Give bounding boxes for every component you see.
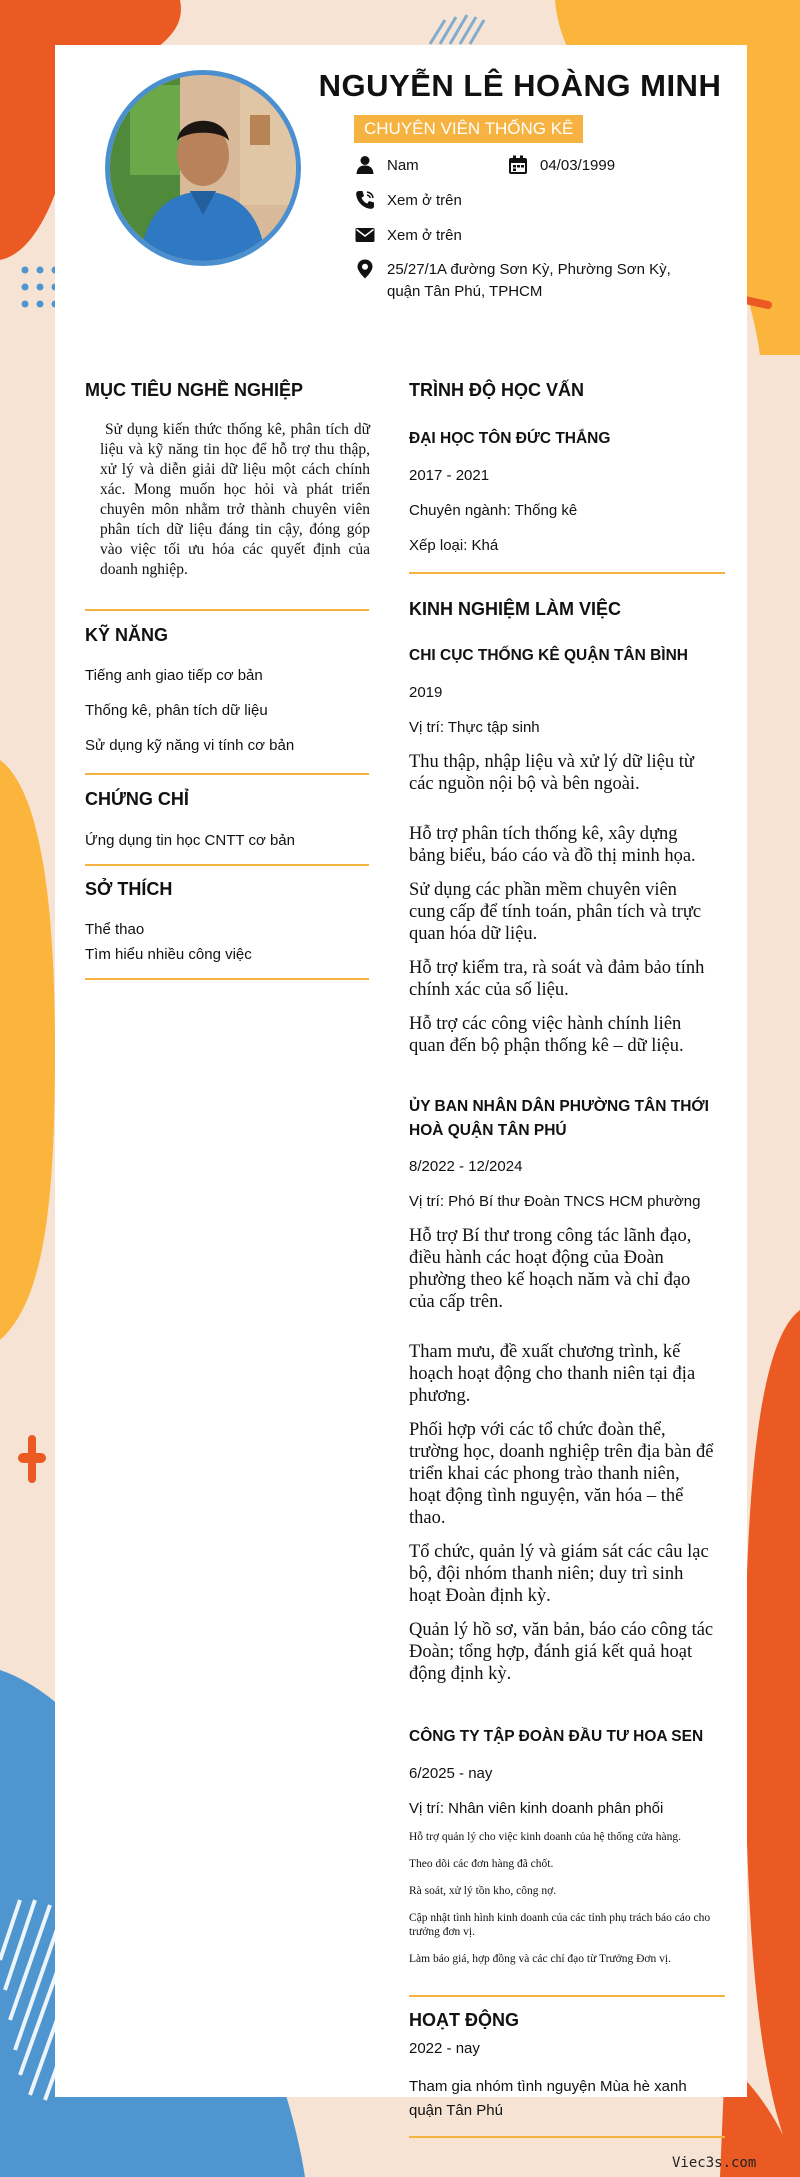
divider (85, 609, 369, 611)
candidate-name: NGUYỄN LÊ HOÀNG MINH (318, 68, 722, 103)
job-org: CÔNG TY TẬP ĐOÀN ĐẦU TƯ HOA SEN (409, 1728, 704, 1745)
skills-heading: KỸ NĂNG (85, 625, 169, 645)
gender-row (355, 155, 419, 177)
divider (85, 773, 369, 775)
job-duty: Phối hợp với các tổ chức đoàn thể, trường học, doanh nghiệp trên địa bàn để triển khai các phong trào thanh niên, hoạt động tình nguyện, văn hóa – thể thao. (409, 1420, 714, 1528)
job-org: CHI CỤC THỐNG KÊ QUẬN TÂN BÌNH (409, 647, 688, 664)
school-name: ĐẠI HỌC TÔN ĐỨC THẮNG (409, 430, 611, 447)
birthday-value: 04/03/1999 (540, 157, 616, 174)
yellow-blob-left (0, 760, 55, 1340)
job-position: Vị trí: Thực tập sinh (409, 719, 540, 736)
profile-photo (110, 75, 296, 261)
person-icon (355, 155, 375, 175)
gender-value: Nam (387, 157, 419, 174)
certificates-heading: CHỨNG CHỈ (85, 789, 189, 809)
experience-heading: KINH NGHIỆM LÀM VIỆC (409, 599, 622, 619)
job-duty: Quản lý hồ sơ, văn bản, báo cáo công tác Đoàn; tổng hợp, đánh giá kết quả hoạt động định kỳ. (409, 1620, 714, 1684)
email-value: Xem ở trên (387, 227, 462, 244)
job-duty: Hỗ trợ quản lý cho việc kinh doanh của hệ thống cửa hàng. (409, 1831, 681, 1843)
hobby-item: Thể thao (85, 921, 145, 938)
job-duty: Cập nhật tình hình kinh doanh của các tỉnh phụ trách báo cáo cho trưởng đơn vị. (409, 1912, 711, 1938)
phone-icon (355, 190, 375, 210)
job-title-badge: CHUYÊN VIÊN THỐNG KÊ (354, 115, 583, 143)
hobby-item: Tìm hiểu nhiều công việc (85, 946, 252, 963)
job-duty: Hỗ trợ phân tích thống kê, xây dựng bảng biểu, báo cáo và đồ thị minh họa. (409, 824, 696, 866)
certificate-item: Ứng dụng tin học CNTT cơ bản (85, 832, 295, 849)
job-duty: Làm báo giá, hợp đồng và các chỉ đạo từ Trưởng Đơn vị. (409, 1953, 671, 1965)
job-duty: Hỗ trợ kiểm tra, rà soát và đảm bảo tính chính xác của số liệu. (409, 958, 705, 1000)
job-duty: Hỗ trợ Bí thư trong công tác lãnh đạo, điều hành các hoạt động của Đoàn phường theo kế hoạch năm và chỉ đạo của cấp trên. (409, 1226, 692, 1312)
activity-period: 2022 - nay (409, 2040, 480, 2057)
email-row (355, 225, 462, 247)
job-duty: Sử dụng các phần mềm chuyên viên cung cấp để tính toán, phân tích và trực quan hóa dữ liệu. (409, 880, 702, 944)
job-duty: Hỗ trợ các công việc hành chính liên quan đến bộ phận thống kê – dữ liệu. (409, 1014, 684, 1056)
education-years: 2017 - 2021 (409, 467, 490, 484)
job-position: Vị trí: Nhân viên kinh doanh phân phối (409, 1800, 664, 1817)
phone-value: Xem ở trên (387, 192, 462, 209)
divider (85, 978, 369, 980)
location-pin-icon (355, 259, 375, 279)
job-duty: Rà soát, xử lý tồn kho, công nợ. (409, 1885, 557, 1897)
education-heading: TRÌNH ĐỘ HỌC VẤN (409, 380, 584, 400)
plus-icon-orange (18, 1435, 46, 1483)
activity-text: Tham gia nhóm tình nguyện Mùa hè xanh quận Tân Phú (409, 2078, 687, 2119)
envelope-icon (355, 225, 375, 245)
job-duty: Tổ chức, quản lý và giám sát các câu lạc bộ, đội nhóm thanh niên; duy trì sinh hoạt Đoàn định kỳ. (409, 1542, 709, 1606)
skill-item: Thống kê, phân tích dữ liệu (85, 702, 268, 719)
birthday-row (508, 155, 615, 177)
activities-heading: HOẠT ĐỘNG (409, 2010, 519, 2030)
job-period: 6/2025 - nay (409, 1765, 493, 1782)
skill-item: Tiếng anh giao tiếp cơ bản (85, 667, 263, 684)
objective-text: Sử dụng kiến thức thống kê, phân tích dữ liệu và kỹ năng tin học để hỗ trợ thu thập, xử lý và diễn giải dữ liệu một cách chính xác. Mong muốn học hỏi và phát triển chuyên môn nhằm trở thành chuyên viên phân tích dữ liệu đáng tin cậy, đóng góp vào việc tối ưu hóa các quyết định của doanh nghiệp. (100, 421, 370, 578)
address-row (355, 259, 705, 303)
orange-blob-right (745, 1310, 800, 2177)
hobbies-heading: SỞ THÍCH (85, 879, 173, 899)
divider (409, 2136, 725, 2138)
avatar (105, 70, 301, 266)
calendar-icon (508, 155, 528, 175)
resume-paper (55, 45, 747, 2097)
education-major: Chuyên ngành: Thống kê (409, 502, 578, 519)
job-org: ỦY BAN NHÂN DÂN PHƯỜNG TÂN THỚI HOÀ QUẬN TÂN PHÚ (409, 1098, 709, 1139)
divider (409, 1995, 725, 1997)
education-grade: Xếp loại: Khá (409, 537, 499, 554)
job-duty: Thu thập, nhập liệu và xử lý dữ liệu từ các nguồn nội bộ và bên ngoài. (409, 752, 694, 794)
site-watermark: Viec3s.com (672, 2155, 757, 2171)
blue-stripes-top (430, 15, 484, 44)
objective-heading: MỤC TIÊU NGHỀ NGHIỆP (85, 380, 304, 400)
job-duty: Tham mưu, đề xuất chương trình, kế hoạch hoạt động cho thanh niên tại địa phương. (409, 1342, 696, 1406)
address-value: 25/27/1A đường Sơn Kỳ, Phường Sơn Kỳ, quận Tân Phú, TPHCM (387, 261, 671, 300)
job-period: 8/2022 - 12/2024 (409, 1158, 523, 1175)
job-duty: Theo dõi các đơn hàng đã chốt. (409, 1858, 554, 1870)
divider (409, 572, 725, 574)
job-position: Vị trí: Phó Bí thư Đoàn TNCS HCM phường (409, 1193, 701, 1210)
skill-item: Sử dụng kỹ năng vi tính cơ bản (85, 737, 295, 754)
phone-row (355, 190, 462, 212)
job-period: 2019 (409, 684, 443, 701)
divider (85, 864, 369, 866)
